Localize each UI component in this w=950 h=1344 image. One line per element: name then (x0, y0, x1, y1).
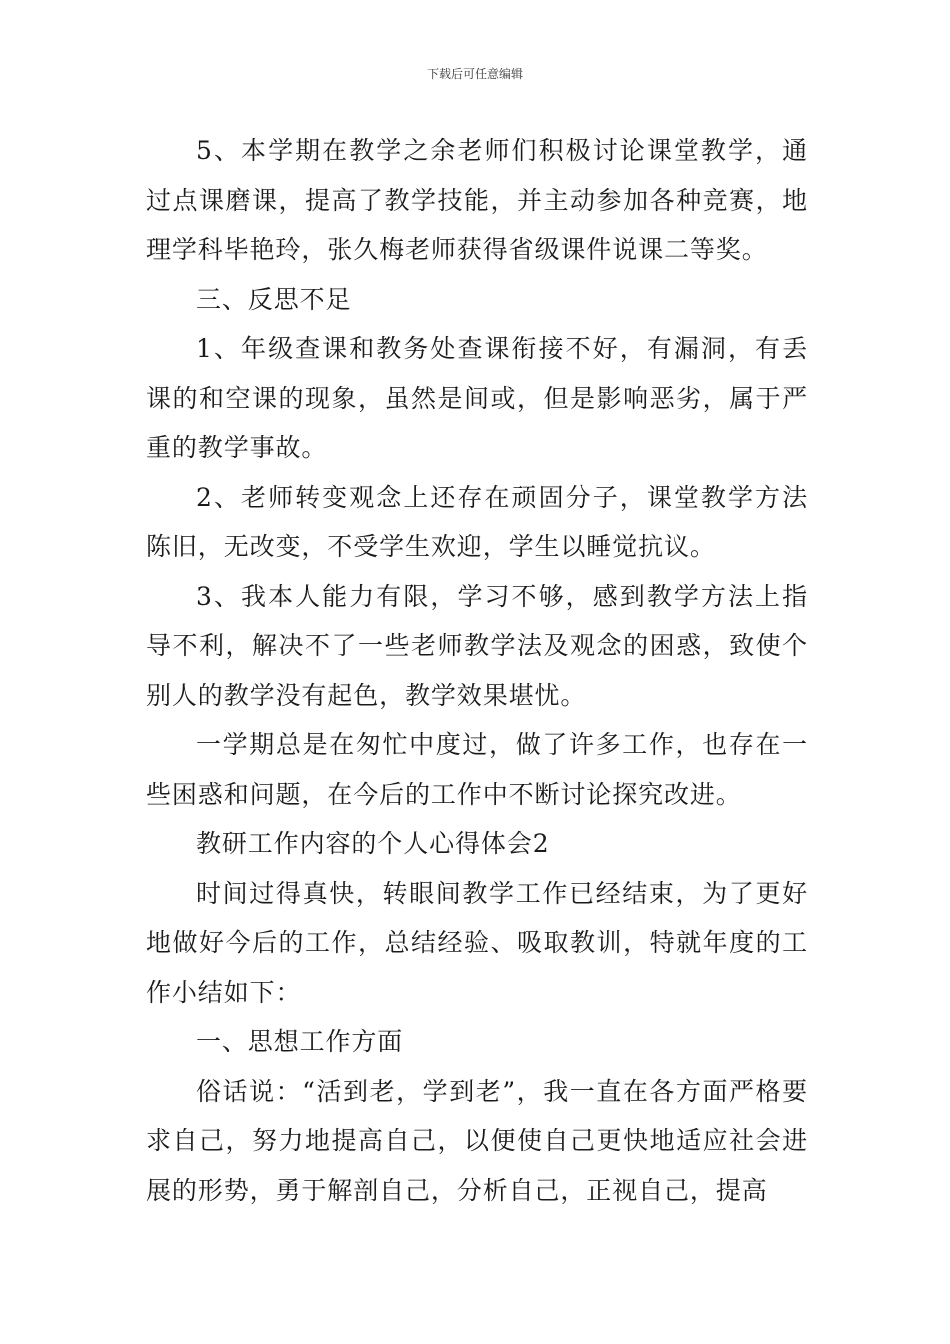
paragraph-achievement-5: 5、本学期在教学之余老师们积极讨论课堂教学，通过点课磨课，提高了教学技能，并主动参加各种竞赛，地理学科毕艳玲，张久梅老师获得省级课件说课二等奖。 (146, 136, 808, 264)
paragraph-shortcoming-1: 1、年级查课和教务处查课衔接不好，有漏洞，有丢课的和空课的现象，虽然是间或，但是影响恶劣，属于严重的教学事故。 (146, 334, 808, 462)
paragraph-ideology: 俗话说：“活到老，学到老”，我一直在各方面严格要求自己，努力地提高自己，以便使自己更快地适应社会进展的形势，勇于解剖自己，分析自己，正视自己，提高 (146, 1076, 808, 1205)
article-title-2: 教研工作内容的个人心得体会2 (196, 829, 550, 858)
document-body (146, 126, 808, 1215)
page-header-note: 下载后可任意编辑 (426, 67, 523, 81)
paragraph-intro: 时间过得真快，转眼间教学工作已经结束，为了更好地做好今后的工作，总结经验、吸取教训，特就年度的工作小结如下： (146, 878, 808, 1007)
paragraph-shortcoming-2: 2、老师转变观念上还存在顽固分子，课堂教学方法陈旧，无改变，不受学生欢迎，学生以睡觉抗议。 (146, 482, 808, 561)
section-heading-ideology: 一、思想工作方面 (196, 1027, 404, 1056)
paragraph-semester-summary: 一学期总是在匆忙中度过，做了许多工作，也存在一些困惑和问题，在今后的工作中不断讨论探究改进。 (146, 730, 808, 809)
paragraph-shortcoming-3: 3、我本人能力有限，学习不够，感到教学方法上指导不利，解决不了一些老师教学法及观念的困惑，致使个别人的教学没有起色，教学效果堪忧。 (146, 581, 808, 710)
section-heading-shortcomings: 三、反思不足 (196, 284, 352, 314)
